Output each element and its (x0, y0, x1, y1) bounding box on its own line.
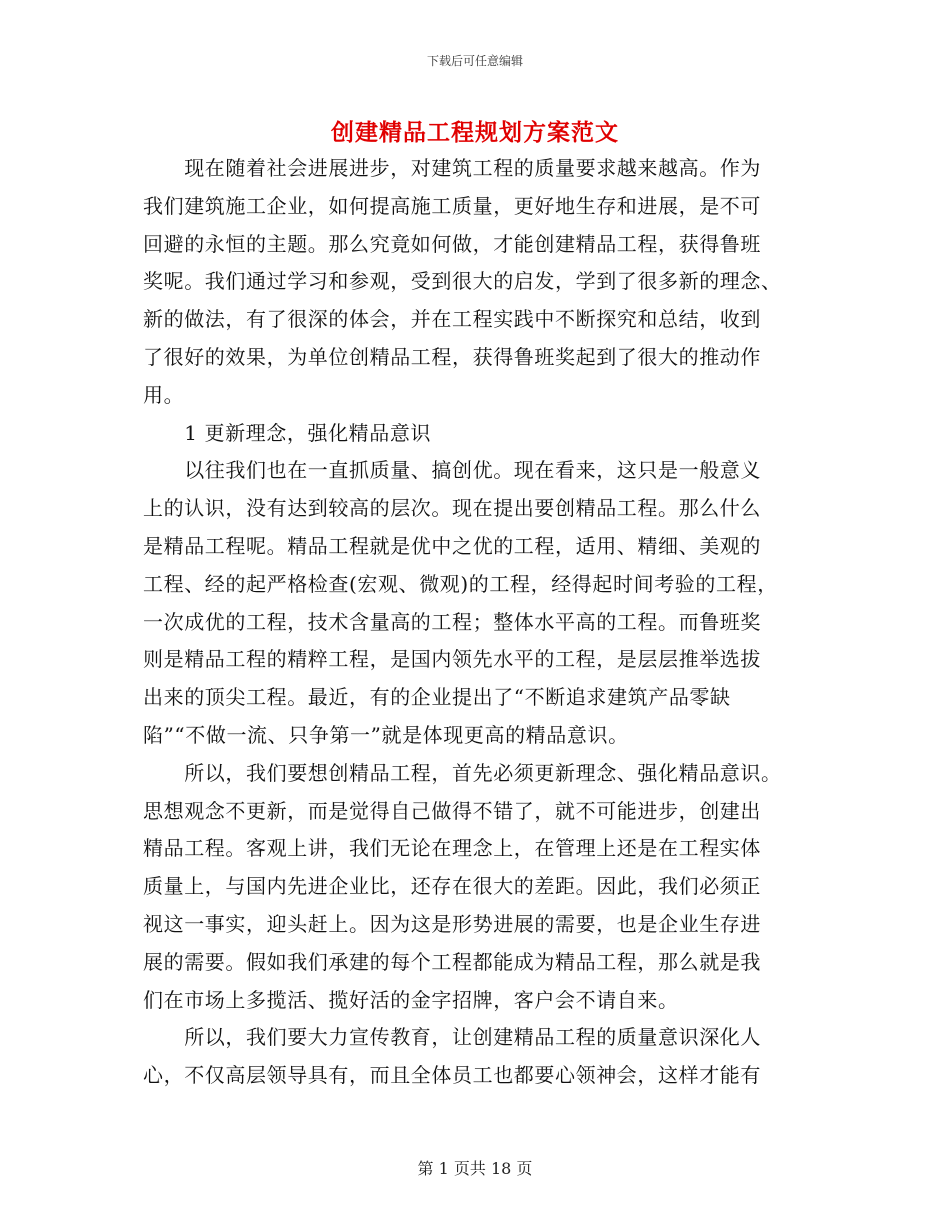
document-body (143, 150, 813, 1095)
text-line: 出来的顶尖工程。最近，有的企业提出了“不断追求建筑产品零缺 (143, 685, 731, 710)
text-line: 奖呢。我们通过学习和参观，受到很大的启发，学到了很多新的理念、 (143, 269, 782, 294)
text-line: 现在随着社会进展进步，对建筑工程的质量要求越来越高。作为 (143, 156, 761, 180)
text-line: 陷”“不做一流、只争第一”就是体现更高的精品意识。 (143, 722, 629, 747)
text-line: 所以，我们要大力宣传教育，让创建精品工程的质量意识深化人 (143, 1025, 761, 1050)
text-line: 展的需要。假如我们承建的每个工程都能成为精品工程，那么就是我 (143, 949, 761, 974)
text-line: 们在市场上多揽活、揽好活的金字招牌，客户会不请自来。 (143, 987, 679, 1012)
document-title: 创建精品工程规划方案范文 (331, 119, 619, 146)
text-line: 工程、经的起严格检查(宏观、微观)的工程，经得起时间考验的工程， (143, 571, 778, 596)
text-line: 回避的永恒的主题。那么究竟如何做，才能创建精品工程，获得鲁班 (143, 231, 761, 256)
text-line: 用。 (143, 382, 185, 407)
text-line: 心，不仅高层领导具有，而且全体员工也都要心领神会，这样才能有 (143, 1063, 761, 1088)
text-line: 视这一事实，迎头赶上。因为这是形势进展的需要，也是企业生存进 (143, 911, 761, 936)
page-footer: 第 1 页共 18 页 (417, 1159, 533, 1178)
text-line: 思想观念不更新，而是觉得自己做得不错了，就不可能进步，创建出 (143, 798, 761, 823)
text-line: 一次成优的工程，技术含量高的工程；整体水平高的工程。而鲁班奖 (143, 609, 761, 634)
text-line: 1 更新理念，强化精品意识 (143, 420, 432, 445)
text-line: 了很好的效果，为单位创精品工程，获得鲁班奖起到了很大的推动作 (143, 344, 761, 369)
text-line: 则是精品工程的精粹工程，是国内领先水平的工程，是层层推举选拔 (143, 647, 761, 672)
text-line: 上的认识，没有达到较高的层次。现在提出要创精品工程。那么什么 (143, 496, 761, 521)
text-line: 精品工程。客观上讲，我们无论在理念上，在管理上还是在工程实体 (143, 836, 761, 861)
text-line: 我们建筑施工企业，如何提高施工质量，更好地生存和进展，是不可 (143, 193, 761, 218)
text-line: 是精品工程呢。精品工程就是优中之优的工程，适用、精细、美观的 (143, 533, 761, 558)
text-line: 所以，我们要想创精品工程，首先必须更新理念、强化精品意识。 (143, 760, 782, 785)
text-line: 质量上，与国内先进企业比，还存在很大的差距。因此，我们必须正 (143, 874, 761, 899)
text-line: 新的做法，有了很深的体会，并在工程实践中不断探究和总结，收到 (143, 307, 761, 332)
text-line: 以往我们也在一直抓质量、搞创优。现在看来，这只是一般意义 (143, 458, 761, 483)
page-header: 下载后可任意编辑 (426, 54, 523, 68)
